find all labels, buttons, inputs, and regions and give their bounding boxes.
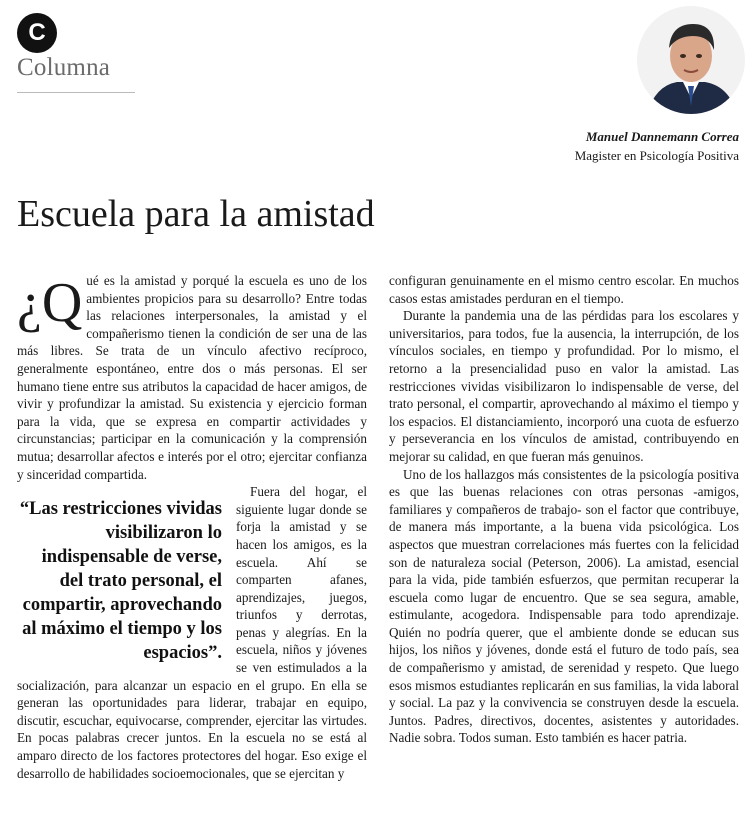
article-paragraph: Fuera del hogar, el siguiente lugar donde se forja la amistad y se hacen los amigos, es la escuela. Ahí se comparten afanes, aprendizajes, juegos, triunfos y derrotas, penas y alegrías. En la escuela, niños y jóvenes se ven estimulados a la socialización, para alcanzar un espacio en el grupo. En ella se generan las oportunidades para liderar, trabajar en equipo, discutir, escuchar, equivocarse, comprender, ejercitar las virtudes. En pocas palabras crecer juntos. En la escuela no se está al amparo directo de los factores protectores del hogar. Eso exige el desarrollo de habilidades socioemocionales, que se ejercitan y xyxy=(17,484,367,781)
author-title: Magister en Psicología Positiva xyxy=(574,148,739,163)
pull-quote: “Las restricciones vividas visibilizaron lo indispensable de verse, del trato personal, el compartir, aprovechando al máximo el tiempo y los espacios”. xyxy=(19,499,222,664)
article-headline: Escuela para la amistad xyxy=(17,193,375,235)
paragraph-text: ué es la amistad y porqué la escuela es uno de los ambientes propicios para su desarrollo? Entre todas las relaciones interpersonales, la amistad y el compañerismo tienen la condición de ser una de las más libres. Se trata de un vínculo afectivo recíproco, generalmente espontáneo, entre dos o más personas. El ser humano tiene entre sus atributos la capacidad de hacer amigos, de vivir y profundizar la amistad. Su existencia y ejercicio forman para la vida, que se expresa en compartir actividades y circunstancias; participar en la comunicación y la comprensión mutua; desarrollar afectos e interés por el otro; ejercitar confianza y sinceridad compartida. xyxy=(17,273,367,482)
section-badge: C xyxy=(17,13,57,53)
section-label: Columna xyxy=(17,54,111,81)
article-column-right xyxy=(389,272,739,747)
article-paragraph: Durante la pandemia una de las pérdidas para los escolares y universitarios, para todos, fue la ausencia, la interrupción, de los vínculos sociales, en tiempo y profundidad. Por lo mismo, el retorno a la presencialidad puso en valor la amistad. Las restricciones vividas visibilizaron lo indispensable de verse, del trato personal, el compartir, aprovechando al máximo el tiempo y los espacios. El distanciamiento, incorporó una cuota de esfuerzo y perseverancia en los vínculos de amistad, contribuyendo en mejorar su calidad, en que fueran más genuinos. xyxy=(389,308,739,464)
section-divider xyxy=(17,92,135,93)
author-byline xyxy=(575,127,739,165)
article-paragraph: Uno de los hallazgos más consistentes de la psicología positiva es que las buenas relaciones con otras personas -amigos, familiares y compañeros de trabajo- son el factor que contribuye, de manera más importante, a la buena vida psicológica. Los aspectos que muestran correlaciones más fuertes con la felicidad son de naturaleza social (Peterson, 2006). La amistad, esencial para la vida, pide también esfuerzos, que permitan recuperar la escuela como lugar de encuentro. Que se sea segura, amable, estimulante, acogedora. Indispensable para todo aprendizaje. Quién no podría querer, que el ambiente donde se educan sus hijos, los niños y jóvenes, donde está el futuro de todo país, sea de compañerismo y amistad, de serenidad y respeto. Que luego esos mismos estudiantes replicarán en sus familias, la vida laboral y social. La paz y la convivencia se construyen desde la escuela. Juntos. Padres, directivos, docentes, asistentes y autoridades. Nadie sobra. Todos suman. Esto también es hacer patria. xyxy=(389,466,739,746)
article-paragraph: configuran genuinamente en el mismo centro escolar. En muchos casos estas amistades perduran en el tiempo. xyxy=(389,273,739,306)
author-name: Manuel Dannemann Correa xyxy=(585,129,739,144)
article-paragraph xyxy=(17,272,367,483)
drop-cap: ¿Q xyxy=(17,272,83,334)
author-avatar xyxy=(637,6,745,114)
article-column-left xyxy=(17,272,367,782)
